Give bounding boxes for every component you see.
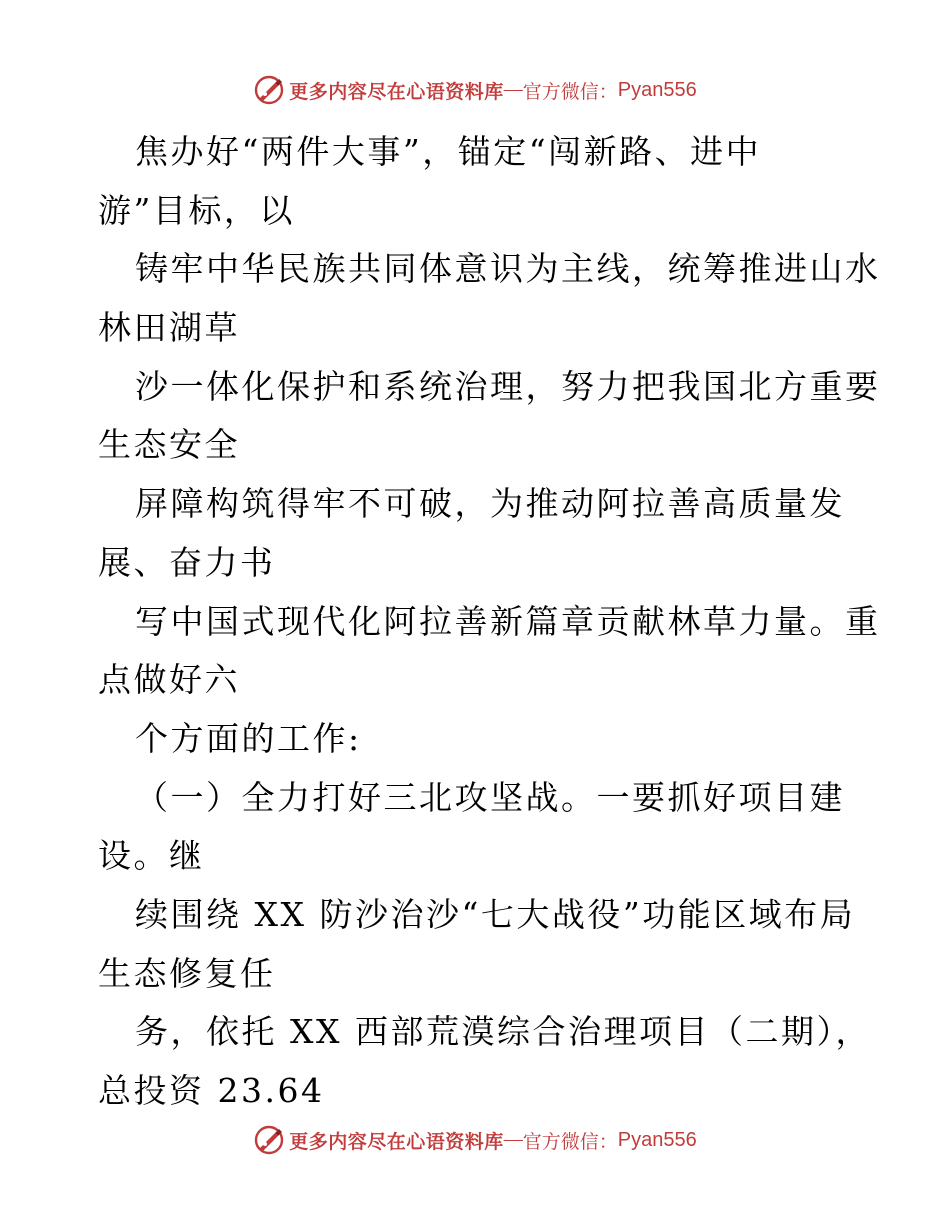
- document-body: [98, 123, 881, 1121]
- body-line: 个方面的工作:: [135, 718, 362, 758]
- banner-dash: —: [503, 1129, 523, 1150]
- banner-label: 官方微信：: [522, 80, 618, 103]
- footer-watermark-banner: [0, 1120, 950, 1160]
- banner-label: 官方微信：: [522, 1130, 618, 1153]
- body-line: 务，依托 XX 西部荒漠综合治理项目（二期），: [135, 1012, 871, 1052]
- header-watermark-banner: [0, 70, 950, 110]
- body-line: 焦办好“两件大事”，锚定“闯新路、进中: [135, 132, 762, 171]
- body-line: 沙一体化保护和系统治理，努力把我国北方重要: [135, 366, 881, 406]
- banner-wechat-id: Pyan556: [617, 1128, 697, 1151]
- body-line: 生态修复任: [98, 953, 276, 993]
- body-line: 铸牢中华民族共同体意识为主线，统筹推进山水: [135, 249, 881, 289]
- banner-dash: —: [503, 79, 523, 100]
- body-line: 屏障构筑得牢不可破，为推动阿拉善高质量发: [135, 484, 845, 524]
- banner-main-text: 更多内容尽在心语资料库: [289, 1130, 504, 1153]
- body-line: 设。继: [98, 836, 205, 876]
- body-line: 展、奋力书: [98, 542, 276, 582]
- pen-logo-icon: [253, 1124, 285, 1156]
- body-line: 写中国式现代化阿拉善新篇章贡献林草力量。重: [135, 601, 881, 641]
- body-line: 游”目标，以: [98, 190, 295, 230]
- banner-main-text: 更多内容尽在心语资料库: [289, 80, 504, 103]
- pen-logo-icon: [253, 74, 285, 106]
- body-line: 林田湖草: [98, 308, 240, 348]
- body-line: 总投资 23.64: [98, 1071, 325, 1110]
- body-line: 生态安全: [98, 425, 240, 465]
- body-line: 点做好六: [98, 660, 240, 700]
- body-line: 续围绕 XX 防沙治沙“七大战役”功能区域布局: [135, 894, 856, 934]
- banner-wechat-id: Pyan556: [617, 78, 697, 101]
- body-line: （一）全力打好三北攻坚战。一要抓好项目建: [135, 777, 845, 817]
